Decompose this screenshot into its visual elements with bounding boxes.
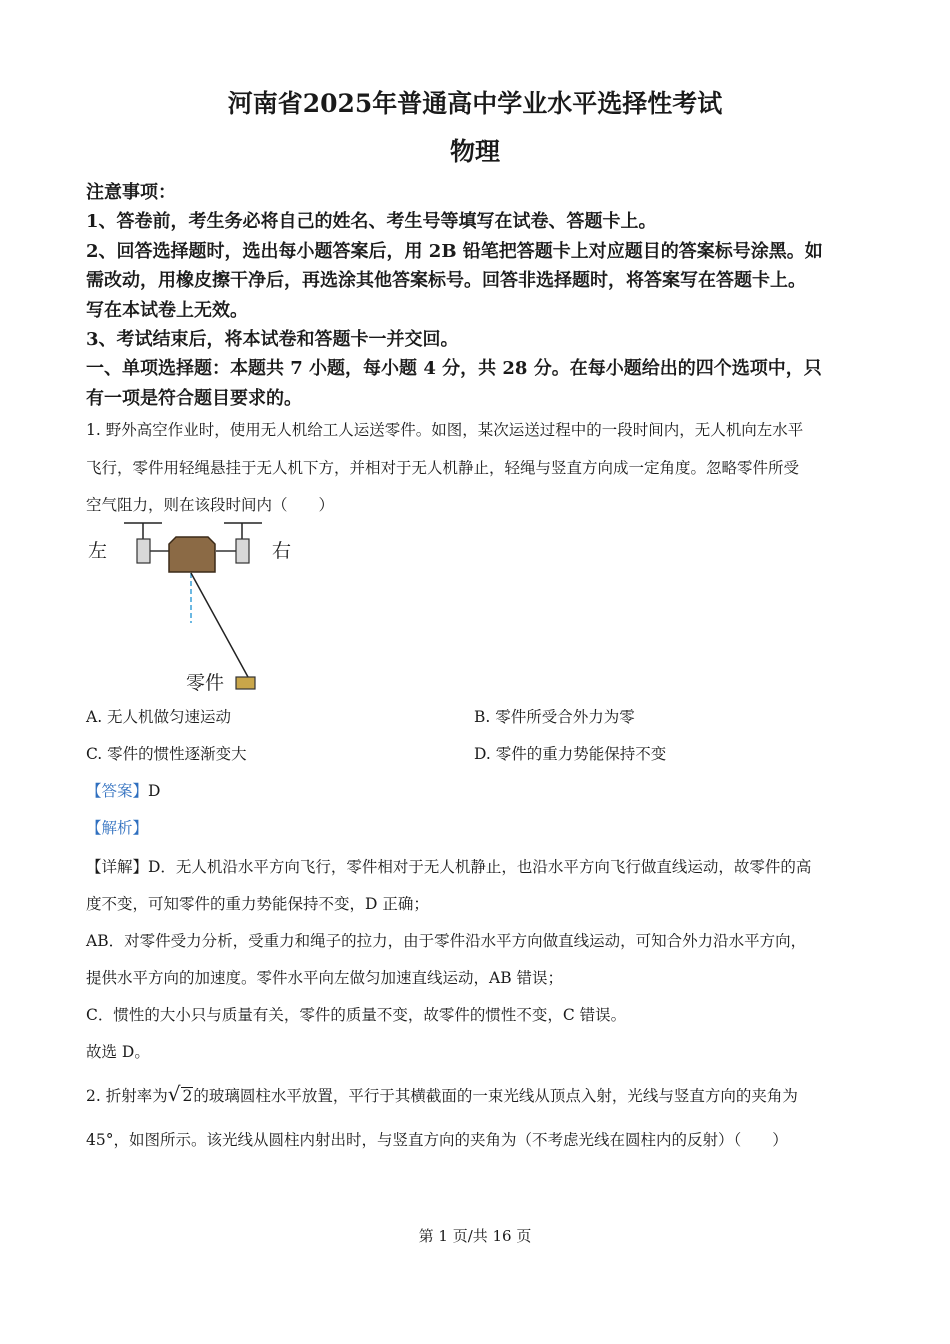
q1-stem-line-2: 飞行，零件用轻绳悬挂于无人机下方，并相对于无人机静止，轻绳与竖直方向成一定角度。忽略零件所受 <box>86 459 800 477</box>
q1-detail-line-2: 度不变，可知零件的重力势能保持不变，D 正确； <box>86 895 429 913</box>
q2-stem-line-2: 45°，如图所示。该光线从圆柱内射出时，与竖直方向的夹角为（不考虑光线在圆柱内的反射）（ ） <box>86 1131 788 1149</box>
notice-item-2-line-2: 需改动，用橡皮擦干净后，再选涂其他答案标号。回答非选择题时，将答案写在答题卡上。 <box>86 270 806 291</box>
rope <box>191 573 248 677</box>
q1-detail-line-4: 提供水平方向的加速度。零件水平向左做匀加速直线运动，AB 错误； <box>86 969 564 987</box>
notice-item-2-line-1: 2、回答选择题时，选出每小题答案后，用 2B 铅笔把答题卡上对应题目的答案标号涂黑。如 <box>86 241 823 262</box>
q1-drone-figure <box>80 515 280 695</box>
drone-body <box>169 537 215 572</box>
notice-item-3: 3、考试结束后，将本试卷和答题卡一并交回。 <box>86 329 459 350</box>
section-1-heading-line-2: 有一项是符合题目要求的。 <box>86 388 302 409</box>
part-block <box>236 677 255 689</box>
page-footer: 第 1 页/共 16 页 <box>418 1227 532 1245</box>
left-motor <box>137 539 150 563</box>
q1-option-c: C. 零件的惯性逐渐变大 <box>86 745 247 763</box>
q2-stem-pre: 2. 折射率为 <box>86 1087 168 1105</box>
q1-stem-line-1: 1. 野外高空作业时，使用无人机给工人运送零件。如图，某次运送过程中的一段时间内，无人机向左水平 <box>86 421 804 439</box>
q2-stem-post: 的玻璃圆柱水平放置，平行于其横截面的一束光线从顶点入射，光线与竖直方向的夹角为 <box>193 1087 798 1105</box>
q1-option-a: A. 无人机做匀速运动 <box>86 708 232 726</box>
sqrt-radicand: 2 <box>182 1087 193 1105</box>
notice-item-1: 1、答卷前，考生务必将自己的姓名、考生号等填写在试卷、答题卡上。 <box>86 211 657 232</box>
notice-item-2-line-3: 写在本试卷上无效。 <box>86 300 248 321</box>
answer-value: D <box>148 782 161 800</box>
notice-heading: 注意事项： <box>86 182 176 203</box>
figure-left-label: 左 <box>88 540 108 562</box>
subject-title: 物理 <box>449 137 500 166</box>
q1-stem-line-3: 空气阻力，则在该段时间内（ ） <box>86 496 335 514</box>
figure-right-label: 右 <box>272 540 292 562</box>
q1-detail-line-1: 【详解】D．无人机沿水平方向飞行，零件相对于无人机静止，也沿水平方向飞行做直线运动，故零件的高 <box>86 858 812 876</box>
analysis-tag: 【解析】 <box>86 819 149 837</box>
q1-option-d: D. 零件的重力势能保持不变 <box>474 745 667 763</box>
q1-detail-line-6: 故选 D。 <box>86 1043 150 1061</box>
figure-part-label: 零件 <box>186 672 225 694</box>
q1-detail-line-5: C．惯性的大小只与质量有关，零件的质量不变，故零件的惯性不变，C 错误。 <box>86 1006 627 1024</box>
exam-title: 河南省2025年普通高中学业水平选择性考试 <box>227 89 723 118</box>
section-1-heading-line-1: 一、单项选择题：本题共 7 小题，每小题 4 分，共 28 分。在每小题给出的四个选项中，只 <box>86 358 822 379</box>
q1-detail-line-3: AB．对零件受力分析，受重力和绳子的拉力，由于零件沿水平方向做直线运动，可知合外力沿水平方向， <box>86 932 807 950</box>
q1-answer <box>86 779 160 801</box>
answer-tag: 【答案】 <box>86 782 149 800</box>
q1-option-b: B. 零件所受合外力为零 <box>474 708 635 726</box>
sqrt-symbol: √ <box>167 1082 181 1106</box>
right-motor <box>236 539 249 563</box>
q2-stem-line-1 <box>86 1082 798 1106</box>
